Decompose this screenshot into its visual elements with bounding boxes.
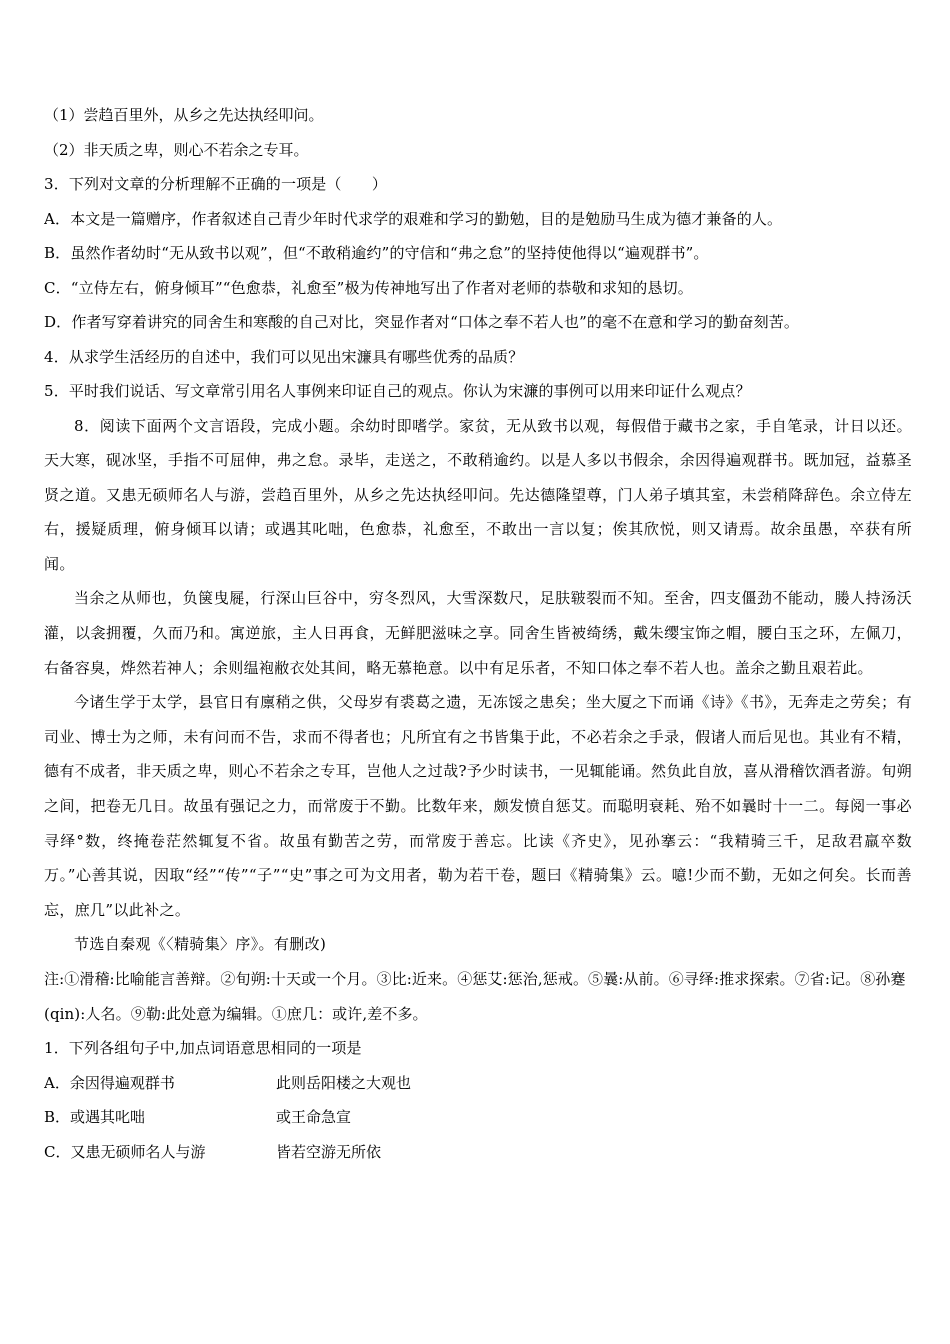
option-b-right: 或王命急宣	[276, 1108, 352, 1126]
classical-passage	[44, 409, 912, 963]
translation-item-1: （1）尝趋百里外，从乡之先达执经叩问。	[44, 106, 324, 124]
passage-paragraph-2: 当余之从师也，负箧曳屣，行深山巨谷中，穷冬烈风，大雪深数尺，足肤皲裂而不知。至舍，四支僵劲不能动，媵人持汤沃灌，以衾拥覆，久而乃和。寓逆旅，主人日再食，无鲜肥滋味之享。同舍生皆被绮绣，戴朱缨宝饰之帽，腰白玉之环，左佩刀，右备容臭，烨然若神人；余则缊袍敝衣处其间，略无慕艳意。以中有足乐者，不知口体之奉不若人也。盖余之勤且艰若此。	[44, 589, 912, 677]
translation-item-2: （2）非天质之卑，则心不若余之专耳。	[44, 140, 309, 159]
question-3-option-c: C．“立侍左右，俯身倾耳”“色愈恭，礼愈至”极为传神地写出了作者对老师的恭敬和求知的恳切。	[44, 278, 693, 297]
option-a-right: 此则岳阳楼之大观也	[276, 1073, 412, 1092]
question-3-option-b: B．虽然作者幼时“无从致书以观”，但“不敢稍逾约”的守信和“弗之怠”的坚持使他得以“遍观群书”。	[44, 244, 709, 262]
question-1-option-b	[44, 1100, 912, 1135]
question-1-stem: 1．下列各组句子中,加点词语意思相同的一项是	[44, 1039, 362, 1057]
option-c-right: 皆若空游无所依	[276, 1142, 382, 1161]
option-c-left: C．又患无硕师名人与游	[44, 1142, 206, 1161]
question-1-option-a	[44, 1066, 912, 1101]
option-a-left: A．余因得遍观群书	[44, 1073, 175, 1092]
question-1-option-c	[44, 1135, 912, 1170]
question-3-stem: 3．下列对文章的分析理解不正确的一项是（ ）	[44, 175, 387, 193]
passage-paragraph-1: 8．阅读下面两个文言语段，完成小题。余幼时即嗜学。家贫，无从致书以观，每假借于藏书之家，手自笔录，计日以还。天大寒，砚冰坚，手指不可屈伸，弗之怠。录毕，走送之，不敢稍逾约。以是人多以书假余，余因得遍观群书。既加冠，益慕圣贤之道。又患无硕师名人与游，尝趋百里外，从乡之先达执经叩问。先达德隆望尊，门人弟子填其室，未尝稍降辞色。余立侍左右，援疑质理，俯身倾耳以请；或遇其叱咄，色愈恭，礼愈至，不敢出一言以复；俟其欣悦，则又请焉。故余虽愚，卒获有所闻。	[44, 416, 912, 573]
document-page	[44, 98, 912, 1169]
option-b-left: B．或遇其叱咄	[44, 1108, 146, 1126]
question-3-option-d: D．作者写穿着讲究的同舍生和寒酸的自己对比，突显作者对“口体之奉不若人也”的毫不在意和学习的勤奋刻苦。	[44, 313, 800, 331]
question-4: 4．从求学生活经历的自述中，我们可以见出宋濂具有哪些优秀的品质？	[44, 347, 524, 366]
passage-source: 节选自秦观《〈精骑集〉序》。有删改)	[74, 935, 327, 954]
question-3-option-a: A．本文是一篇赠序，作者叙述自己青少年时代求学的艰难和学习的勤勉，目的是勉励马生成为德才兼备的人。	[44, 209, 783, 228]
question-5: 5．平时我们说话、写文章常引用名人事例来印证自己的观点。你认为宋濂的事例可以用来印证什么观点？	[44, 382, 751, 400]
passage-paragraph-3: 今诸生学于太学，县官日有廪稍之供，父母岁有裘葛之遗，无冻馁之患矣；坐大厦之下而诵《诗》《书》，无奔走之劳矣；有司业、博士为之师，未有问而不告，求而不得者也；凡所宜有之书皆集于此，不必若余之手录，假诸人而后见也。其业有不精，德有不成者，非天质之卑，则心不若余之专耳，岂他人之过哉?予少时读书，一见辄能诵。然负此自放，喜从滑稽饮酒者游。旬朔之间，把卷无几日。故虽有强记之力，而常废于不勤。比数年来，颇发愤自惩艾。而聪明衰耗、殆不如曩时十一二。每阅一事必寻绎°数，终掩卷茫然辄复不省。故虽有勤苦之劳，而常废于善忘。比读《齐史》，见孙搴云：“我精骑三千，足敌君羸卒数万。”心善其说，因取“经”“传”“子”“史”事之可为文用者，勒为若干卷，题曰《精骑集》云。噫!少而不勤，无如之何矣。长而善忘，庶几”以此补之。	[44, 693, 912, 919]
annotation-notes: 注:①滑稽:比喻能言善辩。②旬朔:十天或一个月。③比:近来。④惩艾:惩治,惩戒。⑤曩:从前。⑥寻绎:推求探索。⑦省:记。⑧孙蹇(qin):人名。⑨勒:此处意为编辑。①庶几：或许,差不多。	[44, 970, 906, 1023]
